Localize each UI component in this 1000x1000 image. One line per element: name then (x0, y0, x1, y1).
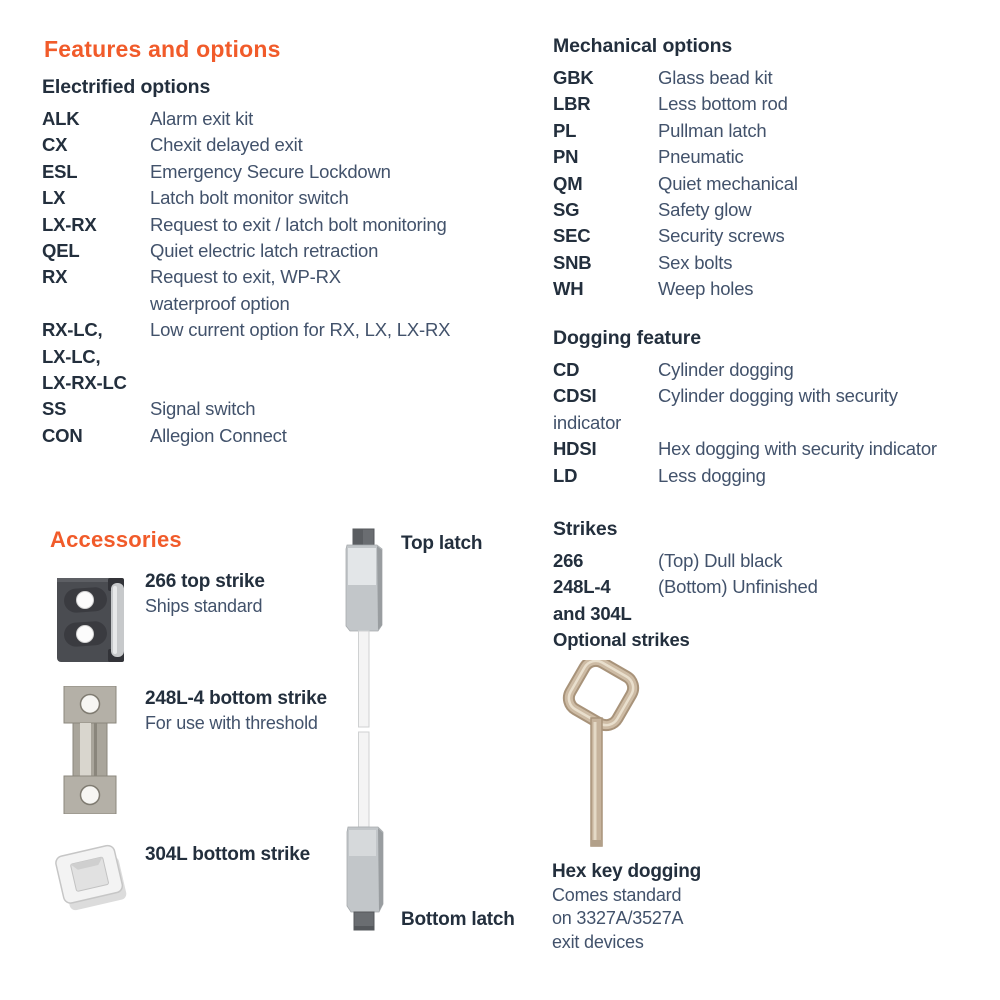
option-code: LX-LC, (42, 345, 101, 367)
option-desc: Low current option for RX, LX, LX-RX (150, 319, 451, 341)
option-desc: Alarm exit kit (150, 108, 254, 129)
option-desc: Sex bolts (658, 251, 733, 273)
option-row (553, 118, 1000, 144)
electrified-options-list (42, 106, 524, 449)
option-row (553, 548, 1000, 574)
option-desc: Safety glow (658, 199, 752, 221)
option-code: QEL (42, 240, 80, 262)
accessory-name: 266 top strike (145, 571, 265, 592)
option-row (553, 65, 1000, 91)
hex-key-caption (552, 860, 772, 954)
strikes-list (553, 548, 1000, 654)
accessory-266-label (145, 570, 265, 618)
option-desc: Cylinder dogging (658, 359, 794, 380)
option-code: 248L-4 (553, 576, 611, 598)
option-desc: (Top) Dull black (658, 550, 783, 571)
accessory-name: 304L bottom strike (145, 844, 310, 865)
option-row (553, 197, 1000, 223)
option-desc: Pullman latch (658, 119, 767, 141)
option-code: QM (553, 172, 583, 194)
option-row (553, 383, 1000, 409)
option-row (42, 132, 524, 158)
option-desc: Security screws (658, 225, 785, 247)
strikes-heading: Strikes (553, 518, 618, 540)
strikes-extra-line: Optional strikes (553, 629, 690, 651)
dogging-feature-section (553, 327, 1000, 489)
option-code: CX (42, 134, 68, 156)
top-latch-label: Top latch (401, 533, 483, 554)
option-row (553, 463, 1000, 489)
option-code: CON (42, 424, 83, 446)
hex-key-title: Hex key dogging (552, 861, 702, 882)
option-code: CDSI (553, 385, 597, 407)
option-row (553, 276, 1000, 302)
option-row (42, 344, 524, 370)
hex-key-line: exit devices (552, 931, 644, 952)
option-code: PN (553, 146, 579, 168)
option-desc-line2: waterproof option (150, 292, 290, 314)
option-row (42, 423, 524, 449)
option-code: 266 (553, 550, 584, 571)
option-desc: Cylinder dogging with security (658, 385, 898, 407)
option-code: ALK (42, 108, 80, 129)
option-code: SG (553, 199, 580, 221)
option-code: LX-RX-LC (42, 372, 127, 394)
option-desc: Chexit delayed exit (150, 134, 303, 156)
option-desc: Allegion Connect (150, 424, 287, 446)
option-code: RX (42, 266, 68, 288)
option-code: GBK (553, 67, 594, 88)
accessories-title: Accessories (50, 527, 182, 552)
accessory-304L-label (145, 843, 310, 867)
option-desc: Quiet electric latch retraction (150, 240, 379, 262)
option-desc: Less bottom rod (658, 93, 788, 115)
accessory-248L4-label (145, 687, 327, 735)
option-code: ESL (42, 160, 78, 182)
strike-304L-image (48, 840, 134, 916)
option-row (553, 250, 1000, 276)
strikes-extra-line: and 304L (553, 602, 632, 624)
option-desc: Latch bolt monitor switch (150, 187, 349, 209)
strike-248L4-image (61, 686, 119, 814)
option-row (553, 436, 1000, 462)
accessory-note: For use with threshold (145, 713, 318, 733)
option-row (553, 223, 1000, 249)
option-desc-continuation: indicator (553, 411, 622, 433)
option-desc (150, 264, 341, 317)
option-code: WH (553, 278, 584, 300)
option-code: HDSI (553, 438, 597, 460)
option-code: LX-RX (42, 213, 97, 235)
option-row (42, 238, 524, 264)
hex-key-image (550, 660, 650, 855)
strike-266-image (56, 576, 130, 664)
accessory-name: 248L-4 bottom strike (145, 688, 327, 709)
option-code: LX (42, 187, 66, 209)
option-row (553, 574, 1000, 600)
electrified-options-section (42, 33, 524, 449)
option-code: SNB (553, 251, 592, 273)
option-row (553, 91, 1000, 117)
hex-key-line: Comes standard (552, 884, 682, 905)
option-desc: Quiet mechanical (658, 172, 798, 194)
bottom-latch-label: Bottom latch (401, 909, 515, 930)
option-row (42, 185, 524, 211)
option-desc: Hex dogging with security indicator (658, 438, 937, 460)
option-row (42, 264, 524, 317)
option-row (42, 317, 524, 343)
option-row (553, 171, 1000, 197)
option-desc: Less dogging (658, 464, 766, 486)
option-code: LD (553, 464, 578, 486)
option-row (42, 159, 524, 185)
option-row (42, 212, 524, 238)
option-desc: Pneumatic (658, 146, 744, 168)
option-row (42, 106, 524, 132)
option-desc-line1: Request to exit, WP-RX (150, 266, 341, 288)
dogging-feature-heading: Dogging feature (553, 327, 701, 349)
option-row (42, 370, 524, 396)
option-desc: Request to exit / latch bolt monitoring (150, 213, 447, 235)
option-code: SEC (553, 225, 591, 247)
mechanical-options-list (553, 65, 1000, 303)
dogging-feature-list (553, 357, 1000, 489)
option-code: CD (553, 359, 580, 380)
electrified-options-heading: Electrified options (42, 76, 211, 98)
mechanical-options-section (553, 35, 1000, 303)
option-row (553, 357, 1000, 383)
option-row (553, 144, 1000, 170)
option-row (42, 396, 524, 422)
option-desc: Glass bead kit (658, 67, 773, 88)
option-desc: Emergency Secure Lockdown (150, 160, 391, 182)
mechanical-options-heading: Mechanical options (553, 35, 733, 57)
option-code: RX-LC, (42, 319, 103, 341)
option-desc: Weep holes (658, 278, 754, 300)
option-code: LBR (553, 93, 591, 115)
strikes-section (553, 518, 1000, 654)
option-desc: Signal switch (150, 398, 256, 420)
hex-key-line: on 3327A/3527A (552, 908, 684, 928)
option-desc: (Bottom) Unfinished (658, 576, 818, 598)
accessory-note: Ships standard (145, 596, 263, 616)
option-code: PL (553, 119, 577, 141)
latch-rod-diagram-image (340, 524, 388, 936)
option-code: SS (42, 398, 67, 420)
features-title: Features and options (44, 36, 281, 62)
